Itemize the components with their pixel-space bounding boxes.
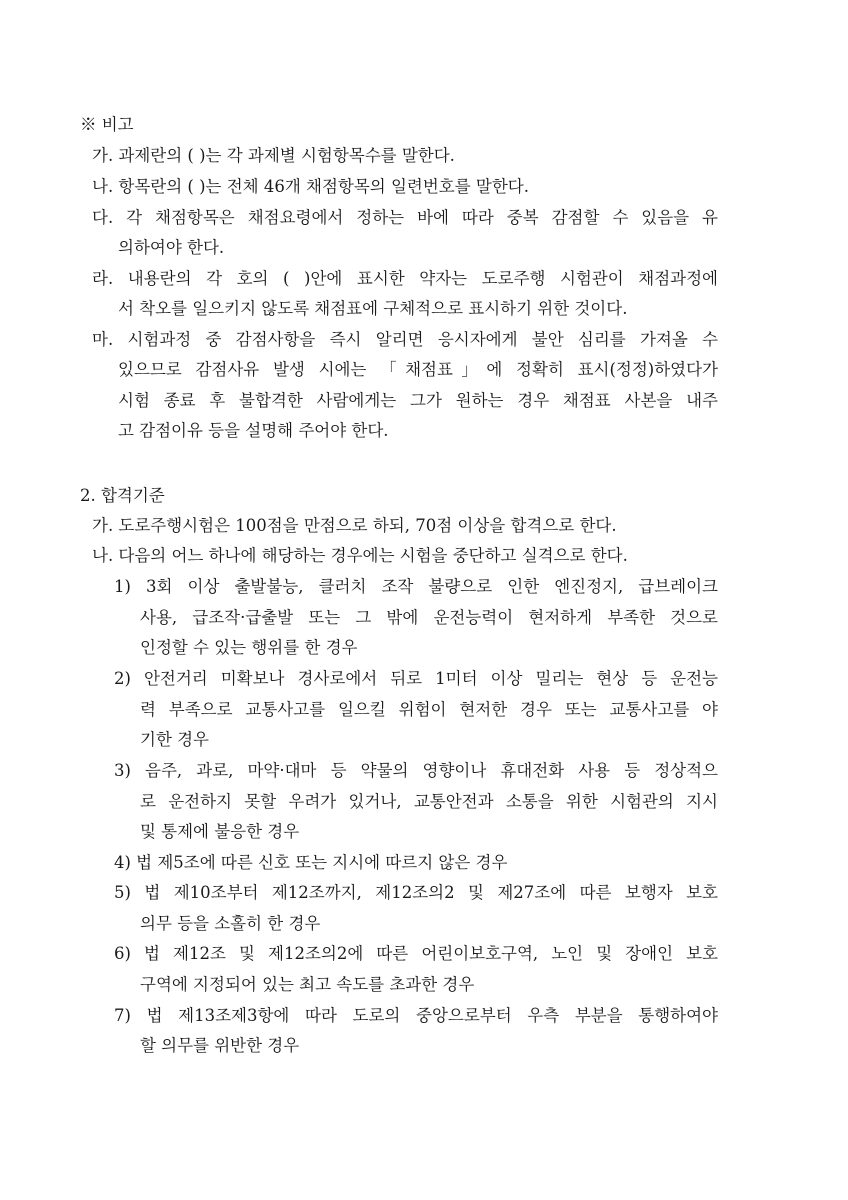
criteria-subitem-line: 3) 음주, 과로, 마약·대마 등 약물의 영향이나 휴대전화 사용 등 정상적으 — [114, 761, 718, 780]
criteria-line: 가. 도로주행시험은 100점을 만점으로 하되, 70점 이상을 합격으로 한다. — [92, 516, 617, 535]
remark-line: 나. 항목란의 ( )는 전체 46개 채점항목의 일련번호를 말한다. — [92, 177, 529, 196]
criteria-subitem-line: 2) 안전거리 미확보나 경사로에서 뒤로 1미터 이상 밀리는 현상 등 운전능 — [114, 669, 718, 688]
criteria-subitem-line: 및 통제에 불응한 경우 — [140, 822, 300, 841]
remark-line: 있으므로 감점사유 발생 시에는 「채점표」에 정확히 표시(정정)하였다가 — [118, 360, 718, 379]
criteria-subitem-line: 사용, 급조작·급출발 또는 그 밖에 운전능력이 현저하게 부족한 것으로 — [140, 608, 718, 627]
criteria-subitem-line: 할 의무를 위반한 경우 — [140, 1036, 300, 1055]
remark-line: 다. 각 채점항목은 채점요령에서 정하는 바에 따라 중복 감점할 수 있음을 유 — [92, 208, 718, 227]
criteria-subitem-line: 1) 3회 이상 출발불능, 클러치 조작 불량으로 인한 엔진정지, 급브레이크 — [114, 577, 718, 596]
remark-line: 의하여야 한다. — [118, 238, 225, 257]
section-heading: 2. 합격기준 — [80, 486, 165, 505]
criteria-subitem-line: 4) 법 제5조에 따른 신호 또는 지시에 따르지 않은 경우 — [114, 853, 508, 872]
criteria-subitem-line: 의무 등을 소홀히 한 경우 — [140, 914, 321, 933]
remark-line: 라. 내용란의 각 호의 ( )안에 표시한 약자는 도로주행 시험관이 채점과정에 — [92, 269, 718, 288]
criteria-subitem-line: 구역에 지정되어 있는 최고 속도를 초과한 경우 — [140, 975, 475, 994]
criteria-line: 나. 다음의 어느 하나에 해당하는 경우에는 시험을 중단하고 실격으로 한다. — [92, 546, 628, 565]
remark-line: 시험 종료 후 불합격한 사람에게는 그가 원하는 경우 채점표 사본을 내주 — [118, 391, 718, 410]
criteria-subitem-line: 6) 법 제12조 및 제12조의2에 따른 어린이보호구역, 노인 및 장애인 보호 — [114, 944, 718, 963]
remark-line: 마. 시험과정 중 감점사항을 즉시 알리면 응시자에게 불안 심리를 가져올 수 — [92, 330, 718, 349]
criteria-subitem-line: 5) 법 제10조부터 제12조까지, 제12조의2 및 제27조에 따른 보행자 보호 — [114, 883, 718, 902]
remark-line: 서 착오를 일으키지 않도록 채점표에 구체적으로 표시하기 위한 것이다. — [118, 299, 628, 318]
remarks-heading: ※ 비고 — [80, 115, 134, 134]
criteria-subitem-line: 기한 경우 — [140, 730, 210, 749]
criteria-subitem-line: 로 운전하지 못할 우려가 있거나, 교통안전과 소통을 위한 시험관의 지시 — [140, 792, 718, 811]
criteria-subitem-line: 력 부족으로 교통사고를 일으킬 위험이 현저한 경우 또는 교통사고를 야 — [140, 700, 718, 719]
remark-line: 고 감점이유 등을 설명해 주어야 한다. — [118, 421, 389, 440]
criteria-subitem-line: 7) 법 제13조제3항에 따라 도로의 중앙으로부터 우측 부분을 통행하여야 — [114, 1006, 718, 1025]
criteria-subitem-line: 인정할 수 있는 행위를 한 경우 — [140, 638, 358, 657]
remark-line: 가. 과제란의 ( )는 각 과제별 시험항목수를 말한다. — [92, 146, 455, 165]
